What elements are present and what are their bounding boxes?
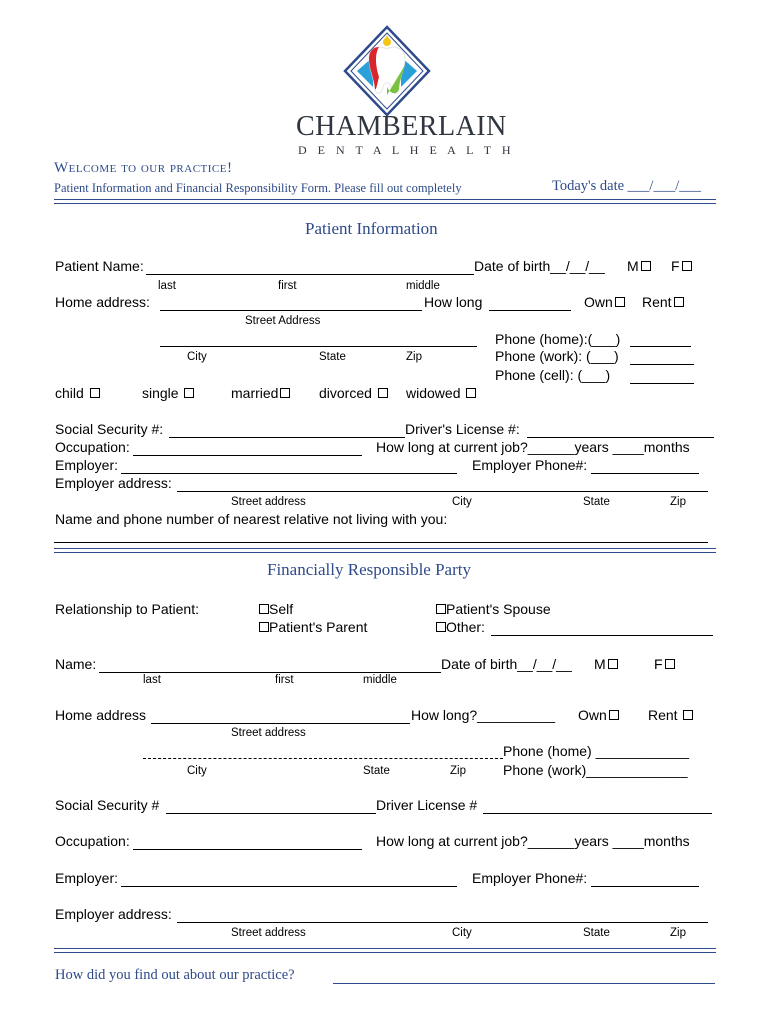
- child-checkbox[interactable]: [90, 388, 100, 398]
- male-label: M: [627, 258, 639, 274]
- married-checkbox[interactable]: [280, 388, 290, 398]
- patient-male-option[interactable]: [627, 258, 651, 274]
- how-long-input[interactable]: [489, 310, 571, 311]
- fin-phone-home-field[interactable]: Phone (home) ____________: [503, 743, 690, 759]
- drivers-license-label: Driver's License #:: [405, 421, 520, 437]
- fin-rent-label: Rent: [648, 707, 678, 723]
- fin-name-input[interactable]: [99, 672, 441, 673]
- fin-rent-checkbox[interactable]: [683, 710, 693, 720]
- zip-caption: Zip: [406, 351, 422, 363]
- fin-occupation-label: Occupation:: [55, 833, 130, 849]
- fin-name-label: Name:: [55, 656, 97, 672]
- rent-option[interactable]: [642, 294, 684, 310]
- fin-how-long-job-field[interactable]: How long at current job?______years ____months: [376, 833, 690, 849]
- relationship-self[interactable]: [257, 601, 293, 617]
- married-label: married: [231, 385, 279, 401]
- nearest-relative-label: Name and phone number of nearest relative not living with you:: [55, 511, 448, 527]
- fin-state-caption: State: [363, 765, 390, 777]
- state-caption: State: [319, 351, 346, 363]
- fin-driver-license-label: Driver License #: [376, 797, 478, 813]
- child-label: child: [55, 385, 84, 401]
- fin-employer-phone-label: Employer Phone#:: [472, 870, 588, 886]
- city-state-zip-input[interactable]: [160, 346, 477, 347]
- fin-city-caption: City: [187, 765, 207, 777]
- rent-label: Rent: [642, 294, 672, 310]
- employer-input[interactable]: [121, 473, 457, 474]
- employer-address-input[interactable]: [177, 491, 708, 492]
- chamberlain-logo-icon: [343, 25, 431, 117]
- fin-last-caption: last: [143, 674, 161, 686]
- parent-label: Patient's Parent: [269, 619, 368, 635]
- parent-checkbox[interactable]: [259, 622, 269, 632]
- phone-cell-field[interactable]: Phone (cell): (___): [495, 367, 611, 383]
- zip-caption-2: Zip: [670, 496, 686, 508]
- phone-home-line: [630, 346, 691, 347]
- practice-name: CHAMBERLAIN: [296, 111, 507, 142]
- footer-rule: [54, 948, 716, 953]
- nearest-relative-input[interactable]: [54, 542, 708, 543]
- employer-address-label: Employer address:: [55, 475, 172, 491]
- fin-female-checkbox[interactable]: [665, 659, 675, 669]
- patient-name-label: Patient Name:: [55, 258, 144, 274]
- form-title: Patient Information and Financial Responsibility Form. Please fill out completely: [54, 181, 462, 195]
- street-address-caption: Street Address: [245, 315, 321, 327]
- relationship-label: Relationship to Patient:: [55, 601, 199, 617]
- fin-state-caption-2: State: [583, 927, 610, 939]
- self-checkbox[interactable]: [259, 604, 269, 614]
- fin-home-address-label: Home address: [55, 707, 147, 723]
- marital-divorced[interactable]: [319, 385, 388, 401]
- home-address-input[interactable]: [160, 310, 422, 311]
- own-label: Own: [584, 294, 613, 310]
- relationship-other[interactable]: [434, 619, 485, 635]
- employer-label: Employer:: [55, 457, 119, 473]
- section-rule: [54, 548, 716, 553]
- fin-own-option[interactable]: [578, 707, 619, 723]
- fin-street-caption-2: Street address: [231, 927, 306, 939]
- marital-child[interactable]: [55, 385, 100, 401]
- fin-employer-label: Employer:: [55, 870, 119, 886]
- fin-rent-option[interactable]: [648, 707, 693, 723]
- employer-phone-input[interactable]: [591, 473, 699, 474]
- fin-dob-field[interactable]: Date of birth__/__/__: [441, 656, 572, 672]
- occupation-label: Occupation:: [55, 439, 130, 455]
- other-checkbox[interactable]: [436, 622, 446, 632]
- fin-own-checkbox[interactable]: [609, 710, 619, 720]
- patient-section-title: Patient Information: [305, 219, 438, 238]
- own-checkbox[interactable]: [615, 297, 625, 307]
- phone-home-field[interactable]: Phone (home):(___): [495, 331, 621, 347]
- phone-work-field[interactable]: Phone (work): (___): [495, 348, 619, 364]
- fin-middle-caption: middle: [363, 674, 397, 686]
- financial-section-title: Financially Responsible Party: [267, 560, 471, 579]
- fin-employer-input[interactable]: [121, 886, 457, 887]
- marital-widowed[interactable]: [406, 385, 476, 401]
- ssn-input[interactable]: [169, 437, 405, 438]
- occupation-input[interactable]: [133, 455, 362, 456]
- fin-employer-address-label: Employer address:: [55, 906, 172, 922]
- header-rule: [54, 199, 716, 204]
- patient-dob-field[interactable]: Date of birth__/__/__: [474, 258, 605, 274]
- last-caption: last: [158, 280, 176, 292]
- fin-how-long-field[interactable]: How long?__________: [411, 707, 556, 723]
- first-caption: first: [278, 280, 297, 292]
- phone-work-line: [630, 364, 694, 365]
- home-address-label: Home address:: [55, 294, 150, 310]
- spouse-label: Patient's Spouse: [446, 601, 551, 617]
- fin-female-label: F: [654, 656, 663, 672]
- practice-subtitle: D E N T A L H E A L T H: [298, 143, 515, 157]
- rent-checkbox[interactable]: [674, 297, 684, 307]
- relationship-spouse[interactable]: [434, 601, 551, 617]
- ssn-label: Social Security #:: [55, 421, 164, 437]
- widowed-checkbox[interactable]: [466, 388, 476, 398]
- fin-driver-license-input[interactable]: [483, 813, 712, 814]
- other-label: Other:: [446, 619, 485, 635]
- marital-single[interactable]: [142, 385, 194, 401]
- divorced-label: divorced: [319, 385, 372, 401]
- single-label: single: [142, 385, 179, 401]
- referral-input[interactable]: [333, 983, 715, 984]
- employer-phone-label: Employer Phone#:: [472, 457, 588, 473]
- fin-male-label: M: [594, 656, 606, 672]
- other-input[interactable]: [491, 635, 713, 636]
- how-long-label: How long: [424, 294, 483, 310]
- welcome-heading: Welcome to our practice!: [54, 160, 233, 176]
- fin-ssn-label: Social Security #: [55, 797, 160, 813]
- divorced-checkbox[interactable]: [378, 388, 388, 398]
- fin-male-checkbox[interactable]: [608, 659, 618, 669]
- fin-occupation-input[interactable]: [133, 849, 362, 850]
- how-long-job-field[interactable]: How long at current job?______years ____months: [376, 439, 690, 455]
- phone-cell-line: [630, 383, 694, 384]
- fin-zip-caption-2: Zip: [670, 927, 686, 939]
- todays-date-field[interactable]: Today's date ___/___/___: [552, 178, 701, 194]
- state-caption-2: State: [583, 496, 610, 508]
- fin-street-address-caption: Street address: [231, 727, 306, 739]
- referral-question: How did you find out about our practice?: [55, 967, 295, 983]
- middle-caption: middle: [406, 280, 440, 292]
- fin-employer-phone-input[interactable]: [591, 886, 699, 887]
- fin-ssn-input[interactable]: [166, 813, 376, 814]
- fin-first-caption: first: [275, 674, 294, 686]
- patient-female-option[interactable]: [671, 258, 692, 274]
- marital-married[interactable]: [231, 385, 290, 401]
- fin-city-caption-2: City: [452, 927, 472, 939]
- patient-name-input[interactable]: [146, 274, 474, 275]
- fin-home-address-input[interactable]: [151, 723, 410, 724]
- fin-female-option[interactable]: [654, 656, 675, 672]
- relationship-parent[interactable]: [257, 619, 367, 635]
- fin-phone-work-field[interactable]: Phone (work)_____________: [503, 762, 688, 778]
- fin-male-option[interactable]: [594, 656, 618, 672]
- fin-zip-caption: Zip: [450, 765, 466, 777]
- fin-city-state-zip-input[interactable]: [143, 758, 503, 759]
- spouse-checkbox[interactable]: [436, 604, 446, 614]
- fin-own-label: Own: [578, 707, 607, 723]
- street-address-caption-2: Street address: [231, 496, 306, 508]
- city-caption-2: City: [452, 496, 472, 508]
- city-caption: City: [187, 351, 207, 363]
- female-label: F: [671, 258, 680, 274]
- male-checkbox[interactable]: [641, 261, 651, 271]
- single-checkbox[interactable]: [184, 388, 194, 398]
- drivers-license-input[interactable]: [527, 437, 714, 438]
- self-label: Self: [269, 601, 294, 617]
- female-checkbox[interactable]: [682, 261, 692, 271]
- own-option[interactable]: [584, 294, 625, 310]
- fin-employer-address-input[interactable]: [177, 922, 708, 923]
- widowed-label: widowed: [406, 385, 461, 401]
